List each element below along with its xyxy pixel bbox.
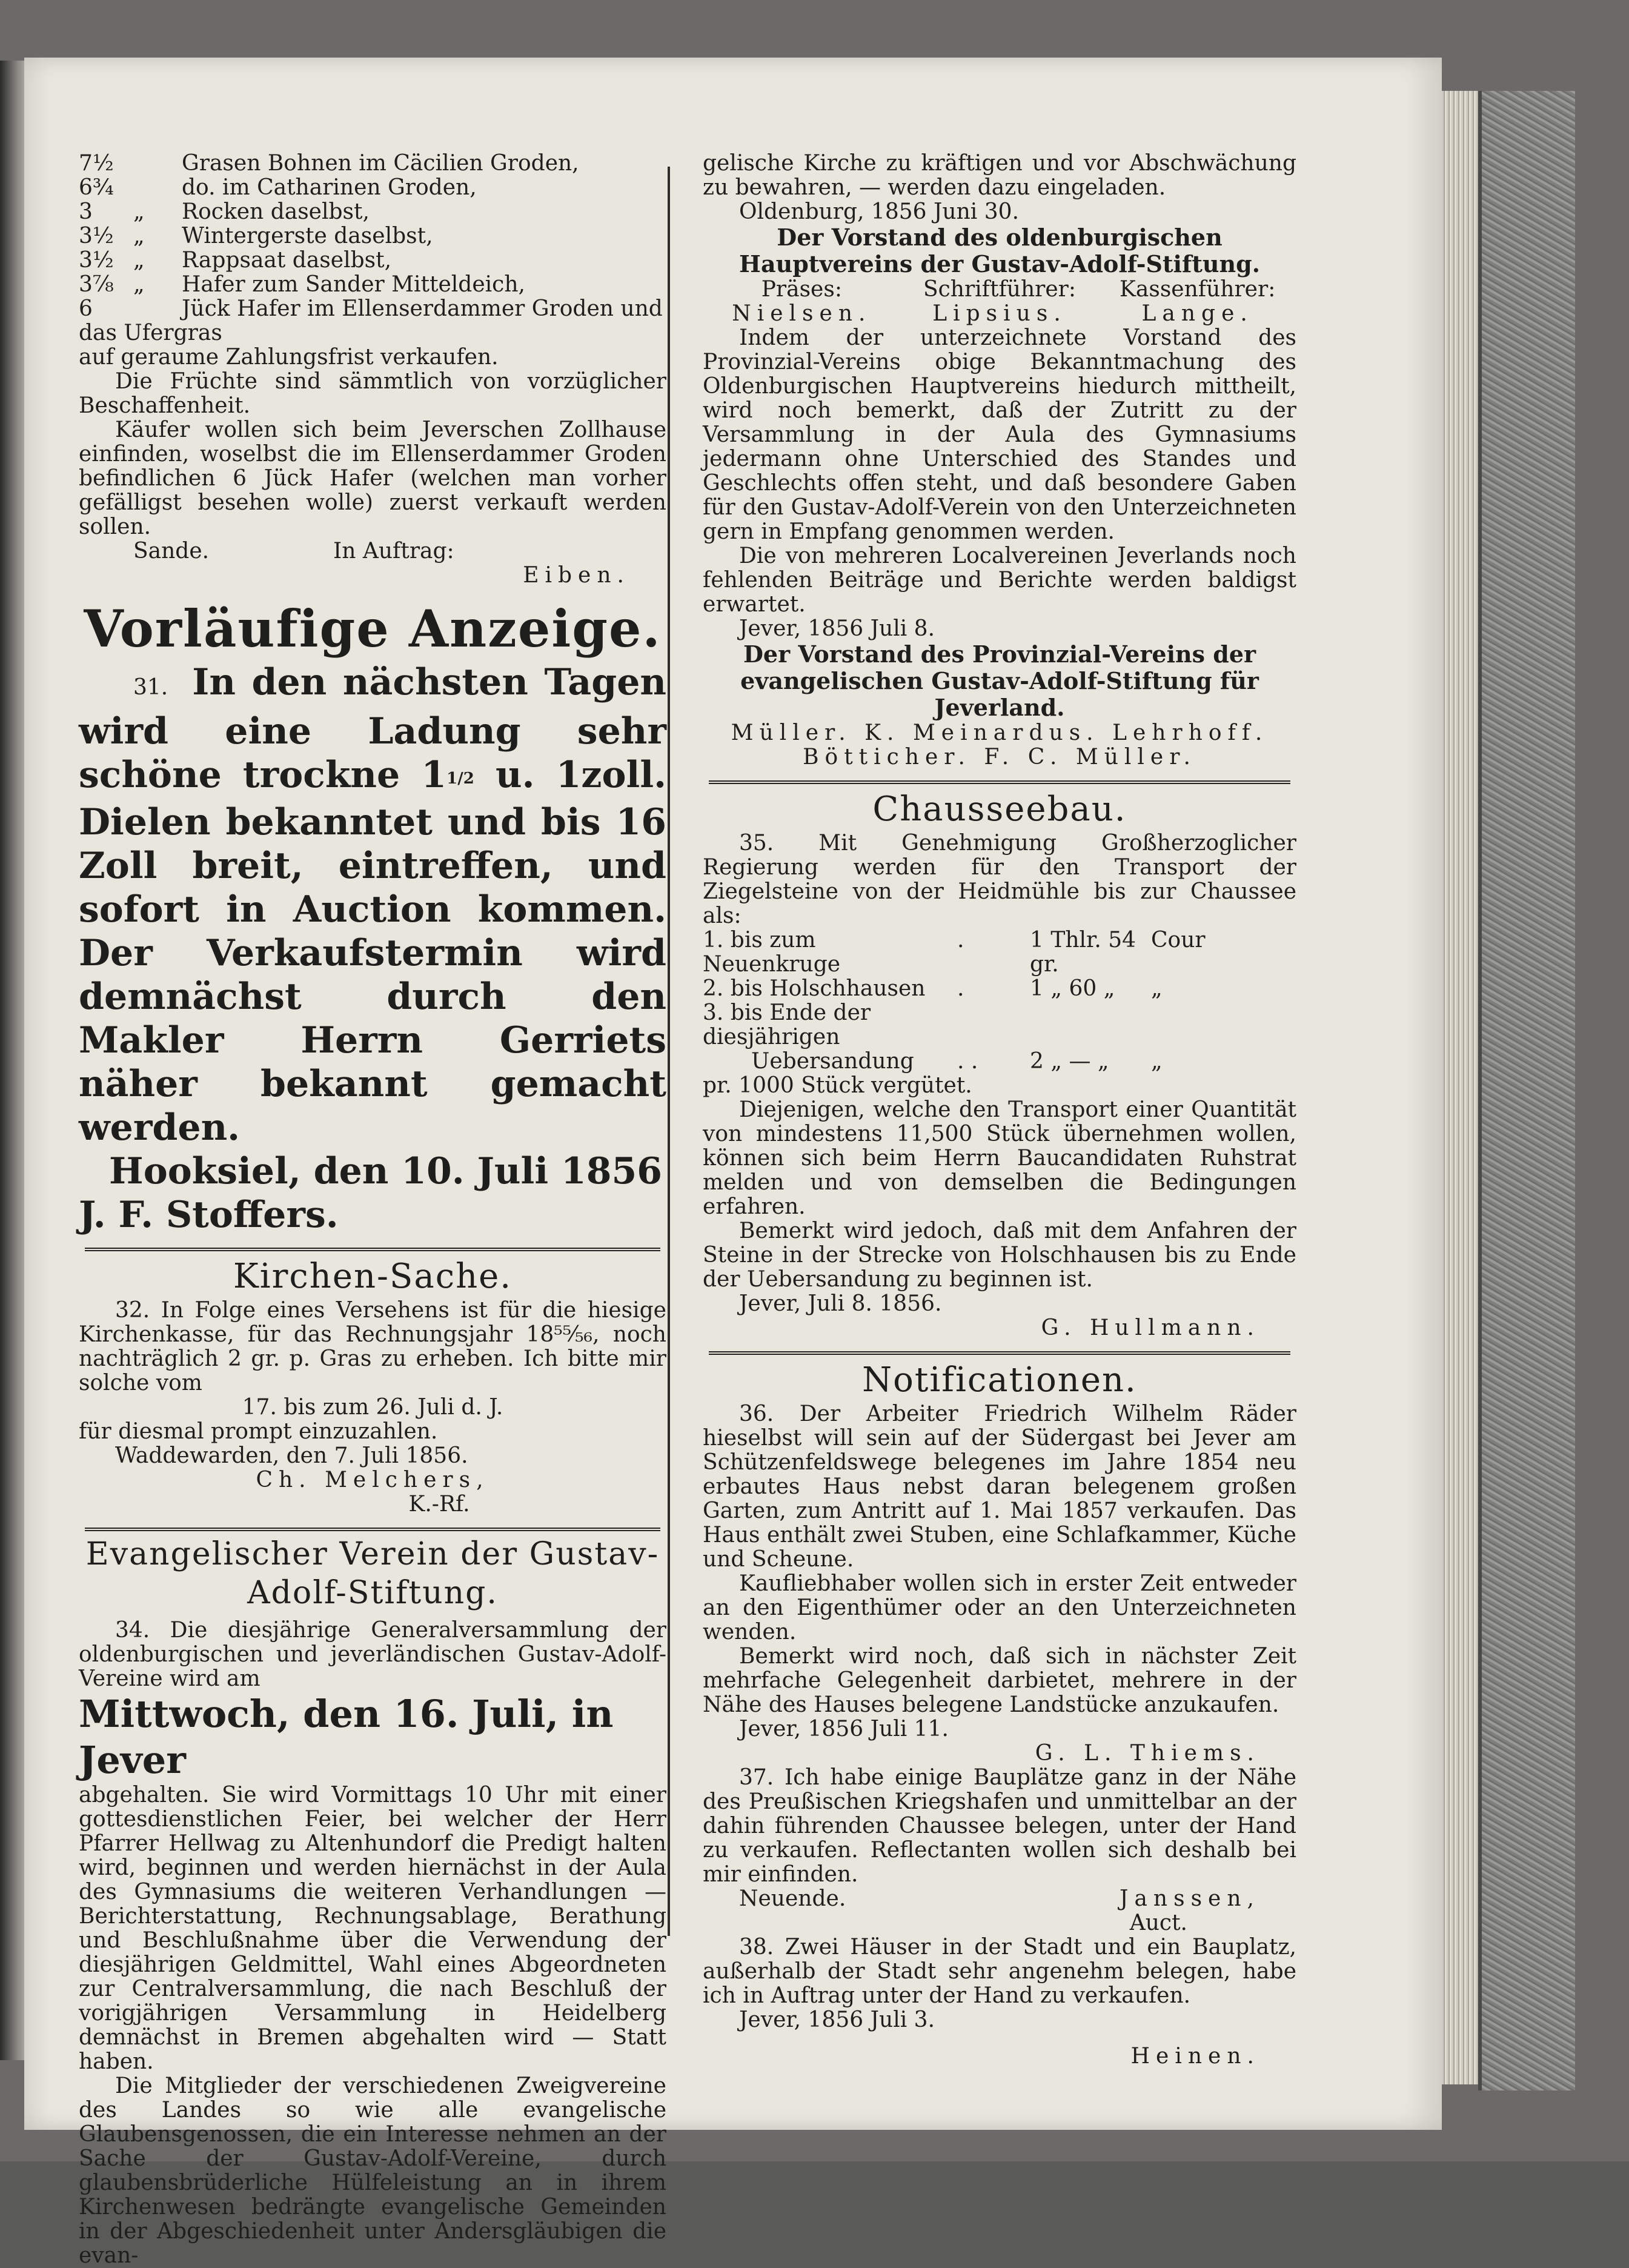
local-contrib: Die von mehreren Localvereinen Jeverlands noch fehlenden Beiträge und Berichte werden baldigst erwartet.	[703, 544, 1296, 617]
chaussee-signature: G. Hullmann.	[1041, 1315, 1260, 1340]
price-table	[703, 928, 1296, 1074]
notif-38-signature: Heinen.	[1130, 2044, 1260, 2069]
local-body: Indem der unterzeichnete Vorstand des Provinzial-Vereins obige Bekanntmachung des Oldenburgischen Hauptvereins hiedurch mittheilt, wird noch bemerkt, daß der Zutritt zu der Versammlung in der Aula des Gymnasiums jedermann ohne Unterschied des Standes und Geschlechts offen steht, und daß besondere Gaben für den Gustav-Adolf-Verein von den Unterzeichneten gern in Empfang genommen werden.	[703, 325, 1296, 544]
verein-body: abgehalten. Sie wird Vormittags 10 Uhr mit einer gottesdienstlichen Feier, bei welcher der Herr Pfarrer Hellwag zu Altenhundorf die Predigt halten wird, beginnen und werden hiernächst in der Aula des Gymnasiums die weiteren Verhandlungen — Berichterstattung, Rechnungsablage, Berathung und Beschlußnahme über die Verwendung der diesjährigen Geldmittel, Wahl eines Abgeordneten zur Centralversammlung, die nach Beschluß der vorigjährigen Versammlung in Heidelberg demnächst in Bremen abgehalten wird — Statt haben.	[79, 1783, 666, 2074]
price-dots: . .	[957, 1049, 978, 1074]
grain-mark: „	[133, 224, 145, 248]
chaussee-heading: Chausseebau.	[872, 790, 1127, 829]
notif-36-note: Bemerkt wird noch, daß sich in nächster Zeit mehrfache Gelegenheit darbietet, mehrere in der Nähe des Hauses belegene Landstücke anzukaufen.	[703, 1644, 1296, 1717]
verein-intro: 34. Die diesjährige Generalversammlung der oldenburgischen und jeverländischen Gustav-Adolf-Vereine wird am	[79, 1618, 666, 1691]
officer-name: Lipsius.	[932, 301, 1067, 326]
price-amount: 1 Thlr. 54 gr.	[1030, 928, 1136, 977]
section-rule	[709, 780, 1290, 784]
kirchen-dates: 17. bis zum 26. Juli d. J.	[242, 1395, 503, 1420]
chaussee-body: Diejenigen, welche den Transport einer Quantität von mindestens 11,500 Stück übernehmen wollen, können sich beim Herrn Baucandidaten Ruhstrat melden und von demselben die Bedingungen erfahren.	[703, 1097, 1296, 1219]
notif-37: 37. Ich habe einige Bauplätze ganz in der Nähe des Preußischen Kriegshafen und unmittelbar an der dahin führenden Chaussee belegen, unter der Hand zu verkaufen. Reflectanten wollen sich deshalb bei mir einfinden.	[703, 1765, 1296, 1887]
verein-date-banner: Mittwoch, den 16. Juli, in Jever	[79, 1692, 614, 1782]
officer-names	[703, 302, 1296, 326]
grain-item: Jück Hafer im Ellenserdammer Groden und	[182, 296, 663, 321]
grain-qty: 7½	[79, 151, 114, 176]
grain-qty: 3	[79, 199, 93, 224]
chaussee-intro: 35. Mit Genehmigung Großherzoglicher Regierung werden für den Transport der Ziegelsteine von der Heidmühle bis zur Chaussee als:	[703, 831, 1296, 928]
grain-mark	[133, 297, 182, 321]
officer-name: Lange.	[1141, 301, 1253, 326]
anzeige-body	[79, 660, 666, 1149]
price-amount: 2 „ — „	[1030, 1049, 1109, 1074]
notif-38-place-date: Jever, 1856 Juli 3.	[739, 2007, 935, 2032]
grain-signature: Eiben.	[523, 563, 630, 588]
anzeige-fraction: 1/2	[446, 770, 474, 788]
kirchen-heading: Kirchen-Sache.	[233, 1257, 513, 1296]
anzeige-text-1: In den nächsten Tagen wird eine Ladung sehr schöne trockne 1	[79, 661, 666, 796]
grain-buyers: Käufer wollen sich beim Jeverschen Zollhause einfinden, woselbst die im Ellenserdammer Groden befindlichen 6 Jück Hafer (welchen man vorher gefälligst besehen wolle) zuerst verkauft werden sollen.	[79, 417, 666, 539]
notif-38: 38. Zwei Häuser in der Stadt und ein Bauplatz, außerhalb der Stadt sehr angenehm belegen, habe ich in Auftrag unter der Hand zu verkaufen.	[703, 1935, 1296, 2008]
local-board: Der Vorstand des Provinzial-Vereins der evangelischen Gustav-Adolf-Stiftung für Jeverland.	[740, 640, 1259, 721]
price-route: 1. bis zum Neuenkruge	[703, 928, 841, 977]
left-column	[79, 151, 666, 2268]
anzeige-signature: J. F. Stoffers.	[79, 1194, 339, 1236]
grain-item: Rappsaat daselbst,	[182, 248, 392, 273]
grain-mark	[133, 176, 182, 200]
column-divider	[668, 167, 670, 1936]
grain-qty: 3⅞	[79, 272, 114, 297]
grain-place: Sande.	[133, 539, 210, 564]
verein-place-date: Oldenburg, 1856 Juni 30.	[739, 199, 1020, 224]
local-names-1: Müller. K. Meinardus. Lehrhoff.	[731, 720, 1269, 745]
price-dots: .	[957, 928, 964, 953]
grain-sale: auf geraume Zahlungsfrist verkaufen.	[79, 345, 499, 370]
anzeige-date: Hooksiel, den 10. Juli 1856	[109, 1150, 663, 1192]
verein-heading: Evangelischer Verein der Gustav-Adolf-Stiftung.	[85, 1536, 660, 1611]
grain-qty: 6	[79, 296, 93, 321]
grain-list	[79, 151, 666, 321]
officer-titles	[703, 278, 1296, 302]
price-unit: „	[1151, 976, 1163, 1001]
grain-quality: Die Früchte sind sämmtlich von vorzüglicher Beschaffenheit.	[79, 369, 666, 418]
officer-title: Präses:	[761, 277, 842, 302]
grain-on-behalf: In Auftrag:	[333, 539, 454, 564]
grain-mark: „	[133, 248, 145, 273]
price-route: 2. bis Holschhausen	[703, 976, 926, 1001]
notif-37-place: Neuende.	[739, 1886, 846, 1911]
kirchen-prompt: für diesmal prompt einzuzahlen.	[79, 1419, 438, 1444]
grain-qty: 3½	[79, 224, 114, 248]
price-unit: Cour	[1151, 928, 1206, 953]
price-route: Uebersandung	[751, 1049, 914, 1074]
officer-title: Kassenführer:	[1119, 277, 1276, 302]
grain-qty: 6¾	[79, 175, 114, 200]
chaussee-note: Bemerkt wird jedoch, daß mit dem Anfahren der Steine in der Strecke von Holschhausen bis zu Ende der Uebersandung zu beginnen ist.	[703, 1219, 1296, 1292]
price-amount: 1 „ 60 „	[1030, 976, 1115, 1001]
chaussee-per: pr. 1000 Stück vergütet.	[703, 1073, 972, 1098]
section-rule	[709, 1351, 1290, 1355]
grain-item: Wintergerste daselbst,	[182, 224, 433, 248]
anzeige-number: 31.	[133, 675, 168, 700]
local-names-2: Bötticher. F. C. Müller.	[803, 745, 1196, 770]
notif-36-place-date: Jever, 1856 Juli 11.	[739, 1717, 949, 1741]
grain-item: do. im Catharinen Groden,	[182, 175, 477, 200]
book-binding	[1478, 91, 1575, 2090]
officer-title: Schriftführer:	[923, 277, 1077, 302]
verein-members: Die Mitglieder der verschiedenen Zweigvereine des Landes so wie alle evangelische Glaubensgenossen, die ein Interesse nehmen an der Sache der Gustav-Adolf-Vereine, durch glaubensbrüderliche Hülfeleistung an in ihrem Kirchenwesen bedrängte evangelische Gemeinden in der Abgeschiedenheit unter Andersgläubigen die evan-	[79, 2073, 666, 2268]
kirchen-place-date: Waddewarden, den 7. Juli 1856.	[115, 1443, 468, 1468]
notif-heading: Notificationen.	[862, 1360, 1137, 1400]
notif-36-buyers: Kaufliebhaber wollen sich in erster Zeit entweder an den Eigenthümer oder an den Unterzeichneten wenden.	[703, 1571, 1296, 1644]
kirchen-signature-title: K.-Rf.	[408, 1492, 470, 1517]
price-unit: „	[1151, 1049, 1163, 1074]
kirchen-signature: Ch. Melchers,	[256, 1468, 489, 1492]
verein-board: Der Vorstand des oldenburgischen Hauptvereins der Gustav-Adolf-Stiftung.	[739, 224, 1260, 278]
section-rule	[85, 1528, 660, 1531]
notif-37-title: Auct.	[1129, 1911, 1187, 1935]
grain-qty: 3½	[79, 248, 114, 273]
grain-item: Rocken daselbst,	[182, 199, 370, 224]
grain-item: Grasen Bohnen im Cäcilien Groden,	[182, 151, 579, 176]
grain-mark	[133, 151, 182, 176]
grain-item: Hafer zum Sander Mitteldeich,	[182, 272, 525, 297]
grain-mark: „	[133, 272, 145, 297]
kirchen-body: 32. In Folge eines Versehens ist für die hiesige Kirchenkasse, für das Rechnungsjahr 18⁵⁵⁄₅₆, noch nachträglich 2 gr. p. Gras zu erheben. Ich bitte mir solche vom	[79, 1298, 666, 1395]
local-place-date: Jever, 1856 Juli 8.	[739, 616, 935, 641]
right-column	[703, 151, 1296, 2069]
price-unit	[1151, 1001, 1296, 1049]
section-rule	[85, 1248, 660, 1251]
chaussee-place-date: Jever, Juli 8. 1856.	[739, 1291, 942, 1316]
notif-37-signature: Janssen,	[1120, 1886, 1260, 1911]
grain-footer	[79, 539, 666, 564]
verein-cont: gelische Kirche zu kräftigen und vor Abschwächung zu bewahren, — werden dazu eingeladen.	[703, 151, 1296, 200]
price-route: 3. bis Ende der diesjährigen	[703, 1000, 871, 1049]
anzeige-title: Vorläufige Anzeige.	[84, 599, 662, 659]
price-dots	[957, 1001, 1030, 1049]
price-amount	[1030, 1001, 1151, 1049]
officer-name: Nielsen.	[732, 301, 872, 326]
price-dots: .	[957, 976, 964, 1001]
notif-36: 36. Der Arbeiter Friedrich Wilhelm Räder hieselbst will sein auf der Südergast bei Jever am Schützenfeldswege belegenes im Jahre 1854 neu erbautes Haus nebst daran belegenem großen Garten, zum Antritt auf 1. Mai 1857 verkaufen. Das Haus enthält zwei Stuben, eine Schlafkammer, Küche und Scheune.	[703, 1402, 1296, 1572]
anzeige-text-2: u. 1zoll. Dielen bekanntet und bis 16 Zoll breit, eintreffen, und sofort in Auction kommen. Der Verkaufstermin wird demnächst durch den Makler Herrn Gerriets näher bekannt gemacht werden.	[79, 754, 667, 1149]
grain-mark: „	[133, 199, 145, 224]
grain-tail: das Ufergras	[79, 321, 222, 345]
notif-36-signature: G. L. Thiems.	[1035, 1741, 1260, 1766]
